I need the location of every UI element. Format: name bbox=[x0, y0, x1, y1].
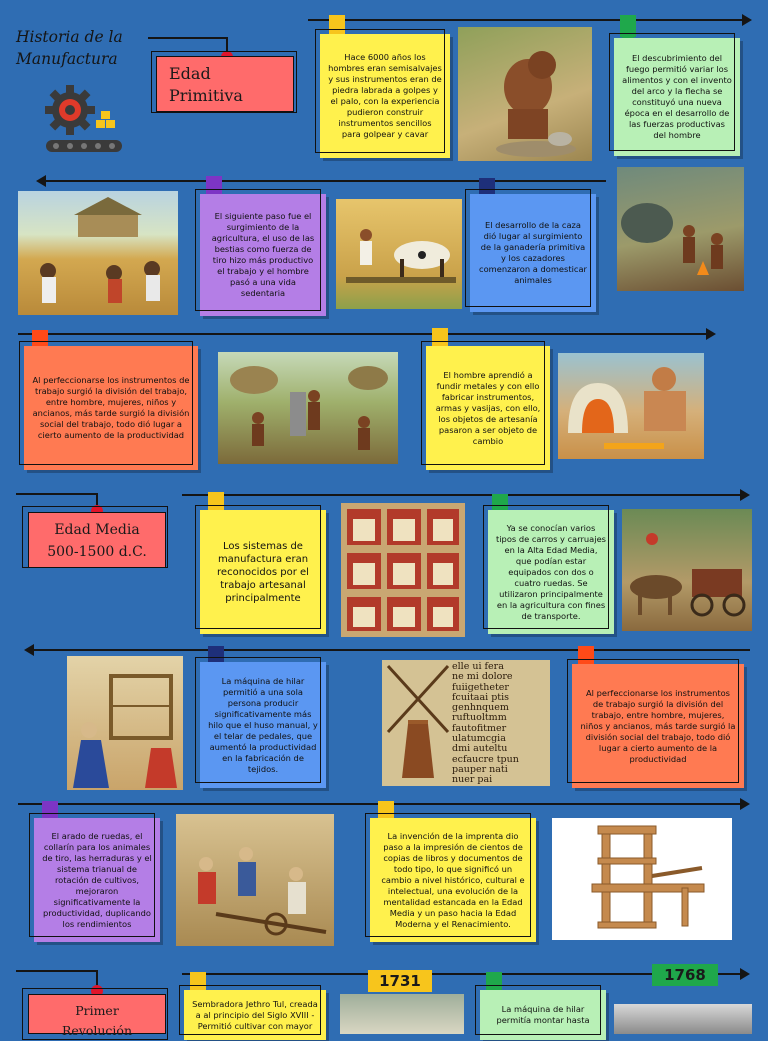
manuscript-line: ruftuoltmm bbox=[452, 712, 507, 724]
image-manuscript-windmill bbox=[382, 660, 550, 786]
era-label-revolucion bbox=[28, 994, 166, 1038]
image-seed-drill bbox=[340, 994, 464, 1034]
manuscript-line: nuer pai bbox=[452, 774, 493, 786]
image-caveman bbox=[458, 27, 592, 161]
arrow-right-icon bbox=[742, 14, 752, 26]
note-sistemas-manufactura: Los sistemas de manufactura eran reconocidos por el trabajo artesanal principalmente bbox=[200, 510, 326, 634]
arrow-left-icon bbox=[24, 644, 34, 656]
gear-factory-icon bbox=[40, 84, 126, 156]
note-division-trabajo-2: Al perfeccionarse los instrumentos de trabajo surgió la división del trabajo, entre hombre, mujeres, niños y ancianos, más tarde surgió la división social del trabajo, todo dió lugar a cierto aumento de la productividad bbox=[572, 664, 744, 788]
note-arado-ruedas: El arado de ruedas, el collarín para los animales de tiro, las herraduras y el sistema trianual de rotación de cultivos, mejoraron significativamente la productividad, duplicando los rendimientos bbox=[34, 818, 160, 942]
timeline-row-4 bbox=[182, 494, 742, 496]
manuscript-line: ecfaucre tpun bbox=[452, 753, 519, 765]
arrow-right-icon bbox=[740, 798, 750, 810]
note-agricultura: El siguiente paso fue el surgimiento de la agricultura, el uso de las bestias como fuerza de tiro hizo más productivo el trabajo y el hombre pasó a una vida sedentaria bbox=[200, 194, 326, 316]
manuscript-line: fcuitaai ptis bbox=[452, 691, 510, 703]
era-connector-media bbox=[16, 493, 98, 495]
note-division-trabajo-1: Al perfeccionarse los instrumentos de trabajo surgió la división del trabajo, entre hombre, mujeres, niños y ancianos, más tarde surgió la división social del trabajo, todo dió lugar a cierto aumento de la productividad bbox=[24, 346, 198, 470]
image-medieval-carts bbox=[622, 509, 752, 631]
arrow-right-icon bbox=[706, 328, 716, 340]
note-ganaderia: El desarrollo de la caza dió lugar al surgimiento de la ganadería primitiva y los cazadores comenzaron a domesticar animales bbox=[470, 194, 596, 312]
image-spinning-wheel bbox=[67, 656, 183, 790]
manuscript-line: fautofitmer bbox=[452, 722, 507, 734]
era-label-media bbox=[28, 512, 166, 568]
manuscript-line: fuiigetheter bbox=[452, 681, 509, 693]
note-maquina-hilar: La máquina de hilar permitió a una sola persona producir significativamente más hilo que el huso manual, y el telar de pedales, que aumentó la productividad en la fabricación de tejidos. bbox=[200, 662, 326, 788]
era-connector-revolucion bbox=[16, 970, 98, 972]
image-primitive-workshop bbox=[218, 352, 398, 464]
timeline-row-3 bbox=[18, 333, 708, 335]
image-printing-press bbox=[552, 818, 732, 940]
note-maquina-hilar-2: La máquina de hilar permitía montar hasta bbox=[480, 990, 606, 1040]
arrow-left-icon bbox=[36, 175, 46, 187]
era-primitiva-line2: Primitiva bbox=[169, 86, 243, 105]
note-sembradora: Sembradora Jethro Tul, creada a al principio del Siglo XVIII - Permitió cultivar con mayor bbox=[184, 990, 326, 1040]
era-media-line2: 500-1500 d.C. bbox=[47, 544, 147, 560]
timeline-row-2 bbox=[46, 180, 606, 182]
title-connector bbox=[148, 37, 228, 39]
era-label-primitiva bbox=[156, 56, 294, 112]
manuscript-line: elle ui fera bbox=[452, 661, 504, 672]
era-media-line1: Edad Media bbox=[54, 522, 140, 538]
title-line-1: Historia de la bbox=[16, 28, 123, 46]
arrow-right-icon bbox=[740, 968, 750, 980]
tab-marker-green bbox=[620, 15, 636, 37]
page-title bbox=[16, 26, 123, 70]
image-metal-smelting bbox=[558, 353, 704, 459]
timeline-row-5 bbox=[34, 649, 750, 651]
manuscript-line: dmi auteltu bbox=[452, 743, 508, 755]
image-medieval-plowing bbox=[176, 814, 334, 946]
year-badge-1768: 1768 bbox=[652, 964, 718, 986]
manuscript-line: genhnquem bbox=[452, 702, 509, 714]
image-medieval-workshops bbox=[341, 503, 465, 637]
title-line-2: Manufactura bbox=[16, 50, 118, 68]
arrow-right-icon bbox=[740, 489, 750, 501]
era-primitiva-line1: Edad bbox=[169, 64, 211, 83]
era-revolucion-line1: Primer Revolución bbox=[61, 1003, 133, 1038]
timeline-row-1 bbox=[308, 19, 744, 21]
note-imprenta: La invención de la imprenta dio paso a la impresión de cientos de copias de libros y documentos de todo tipo, lo que significó un cambio a nivel histórico, cultural e intelectual, una evolución de la mentalidad estancada en la Edad Media y un paso hacia la Edad Moderna y el Renacimiento. bbox=[370, 818, 536, 942]
manuscript-line: pauper nati bbox=[452, 763, 508, 775]
image-egyptian-farming bbox=[336, 199, 462, 309]
manuscript-line: ulatumcgia bbox=[452, 733, 506, 745]
year-badge-1731: 1731 bbox=[368, 970, 432, 992]
note-metales: El hombre aprendió a fundir metales y con ello fabricar instrumentos, armas y vasijas, con ello, los objetos de artesanía pasaron a ser objeto de cambio bbox=[426, 346, 550, 470]
manuscript-line: ne mi dolore bbox=[452, 671, 513, 683]
note-carros-carruajes: Ya se conocían varios tipos de carros y carruajes en la Alta Edad Media, que podían estar equipados con dos o cuatro ruedas. Se utilizaron principalmente en la agricultura con fines de transporte. bbox=[488, 510, 614, 634]
image-spinning-jenny bbox=[614, 1004, 752, 1034]
note-edad-primitiva-2: El descubrimiento del fuego permitió variar los alimentos y con el invento del arco y la flecha se constituyó una nueva época en el desarrollo de las fuerzas productivas del hombre bbox=[614, 38, 740, 156]
image-agriculture bbox=[18, 191, 178, 315]
image-hunters-fire bbox=[617, 167, 744, 291]
note-edad-primitiva-1: Hace 6000 años los hombres eran semisalvajes y sus instrumentos eran de piedra labrada a golpes y el palo, con la experiencia pudieron construir instrumentos sencillos para golpear y cavar bbox=[320, 34, 450, 158]
